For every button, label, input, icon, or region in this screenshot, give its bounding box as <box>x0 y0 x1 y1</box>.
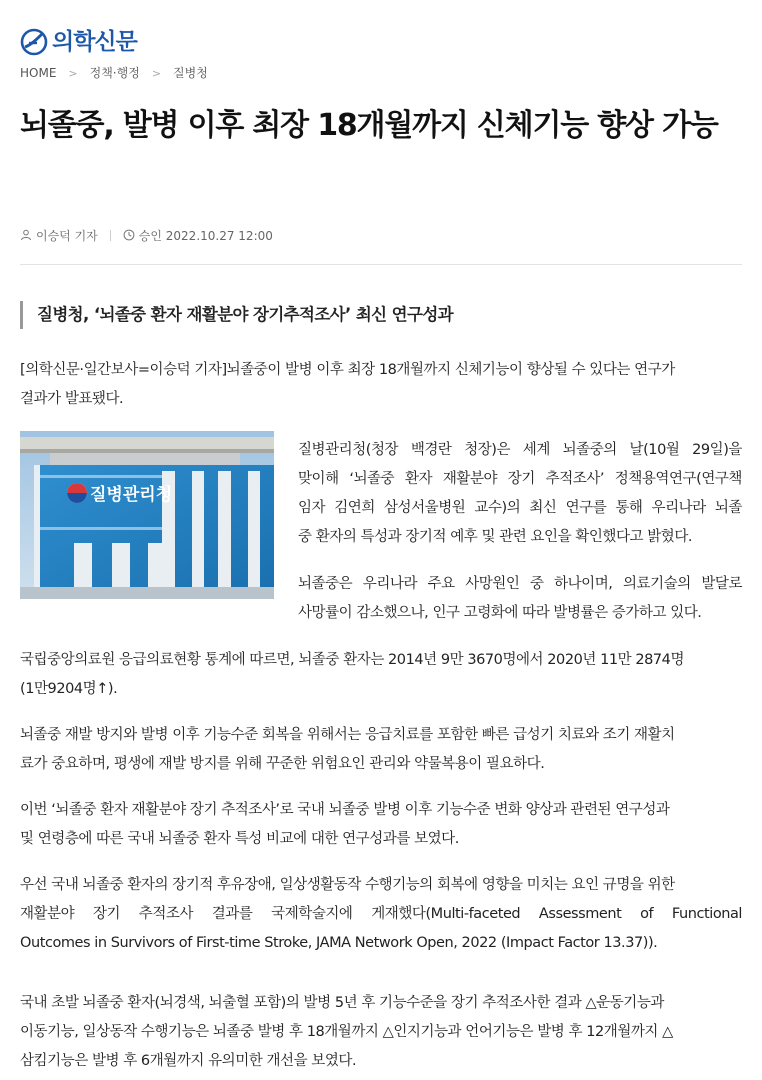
article-paragraph <box>20 646 742 704</box>
paragraph-line: 맞이해 ‘뇌졸중 환자 재활분야 장기 추적조사’ 정책용역연구(연구책 <box>298 471 742 487</box>
breadcrumb-policy[interactable]: 정책·행정 <box>89 66 140 80</box>
paragraph-line: 국립중앙의료원 응급의료현황 통계에 따르면, 뇌졸중 환자는 2014년 9만 3670명에서 2020년 11만 2874명 <box>20 652 685 668</box>
paragraph-line: 중 환자의 특성과 장기적 예후 및 관련 요인을 확인했다고 밝혔다. <box>298 529 693 545</box>
site-logo[interactable] <box>20 26 137 58</box>
article-paragraph <box>20 989 742 1076</box>
paragraph-line: 재활분야 장기 추적조사 결과를 국제학술지에 게재했다(Multi-faceted Assessment of Functional <box>20 906 742 922</box>
article-subheading: 질병청, ‘뇌졸중 환자 재활분야 장기추적조사’ 최신 연구성과 <box>20 301 453 329</box>
breadcrumb-kdca[interactable]: 질병청 <box>173 66 208 80</box>
building-sign-text: 질병관리청 <box>90 485 173 505</box>
article-paragraph <box>298 570 742 628</box>
paragraph-line: 임자 김연희 삼성서울병원 교수)의 최신 연구를 통해 우리나라 뇌졸 <box>298 500 742 516</box>
article-paragraph <box>20 356 742 414</box>
meta-divider <box>110 230 111 241</box>
kdca-building-image <box>20 431 274 599</box>
article-headline: 뇌졸중, 발병 이후 최장 18개월까지 신체기능 향상 가능 <box>20 108 718 143</box>
paragraph-line: [의학신문·일간보사=이승덕 기자]뇌졸중이 발병 이후 최장 18개월까지 신체기능이 향상될 수 있다는 연구가 <box>20 362 675 378</box>
paragraph-line: 료가 중요하며, 평생에 재발 방지를 위해 꾸준한 위험요인 관리와 약물복용이 필요하다. <box>20 756 545 772</box>
paragraph-line: 사망률이 감소했으나, 인구 고령화에 따라 발병률은 증가하고 있다. <box>298 605 702 621</box>
chevron-right-icon: > <box>68 66 78 80</box>
paragraph-line: 이번 ‘뇌졸중 환자 재활분야 장기 추적조사’로 국내 뇌졸중 발병 이후 기능수준 변화 양상과 관련된 연구성과 <box>20 802 670 818</box>
paragraph-line: 및 연령층에 따른 국내 뇌졸중 환자 특성 비교에 대한 연구성과를 보였다. <box>20 831 459 847</box>
paragraph-line: 국내 초발 뇌졸중 환자(뇌경색, 뇌출혈 포함)의 발병 5년 후 기능수준을 장기 추적조사한 결과 △운동기능과 <box>20 995 664 1011</box>
article-meta <box>20 225 273 245</box>
header-divider <box>20 264 742 265</box>
breadcrumb-home[interactable]: HOME <box>20 66 57 80</box>
paragraph-line: 우선 국내 뇌졸중 환자의 장기적 후유장애, 일상생활동작 수행기능의 회복에 영향을 미치는 요인 규명을 위한 <box>20 877 675 893</box>
publish-date: 승인 2022.10.27 12:00 <box>138 228 273 243</box>
paragraph-line: 삼킴기능은 발병 후 6개월까지 유의미한 개선을 보였다. <box>20 1053 357 1069</box>
person-icon <box>20 229 32 241</box>
paragraph-line: 결과가 발표됐다. <box>20 391 124 407</box>
breadcrumb <box>20 63 208 83</box>
paragraph-line: Outcomes in Survivors of First-time Stroke, JAMA Network Open, 2022 (Impact Factor 13.37)). <box>20 935 658 951</box>
article-photo[interactable] <box>20 431 274 599</box>
paragraph-line: 뇌졸중 재발 방지와 발병 이후 기능수준 회복을 위해서는 응급치료를 포함한 빠른 급성기 치료와 조기 재활치 <box>20 727 675 743</box>
chevron-right-icon: > <box>151 66 162 80</box>
paragraph-line: 뇌졸중은 우리나라 주요 사망원인 중 하나이며, 의료기술의 발달로 <box>298 576 742 592</box>
article-paragraph <box>298 436 742 552</box>
article-paragraph <box>20 871 742 958</box>
author-name[interactable]: 이승덕 기자 <box>36 228 98 243</box>
paragraph-line: 이동기능, 일상동작 수행기능은 뇌졸중 발병 후 18개월까지 △인지기능과 언어기능은 발병 후 12개월까지 △ <box>20 1024 673 1040</box>
logo-mark-icon <box>20 28 48 56</box>
clock-icon <box>123 229 135 241</box>
paragraph-line: 질병관리청(청장 백경란 청장)은 세계 뇌졸중의 날(10월 29일)을 <box>298 442 742 458</box>
article-paragraph <box>20 721 742 779</box>
paragraph-line: (1만9204명↑). <box>20 681 118 697</box>
article-paragraph <box>20 796 742 854</box>
logo-text: 의학신문 <box>52 29 137 55</box>
